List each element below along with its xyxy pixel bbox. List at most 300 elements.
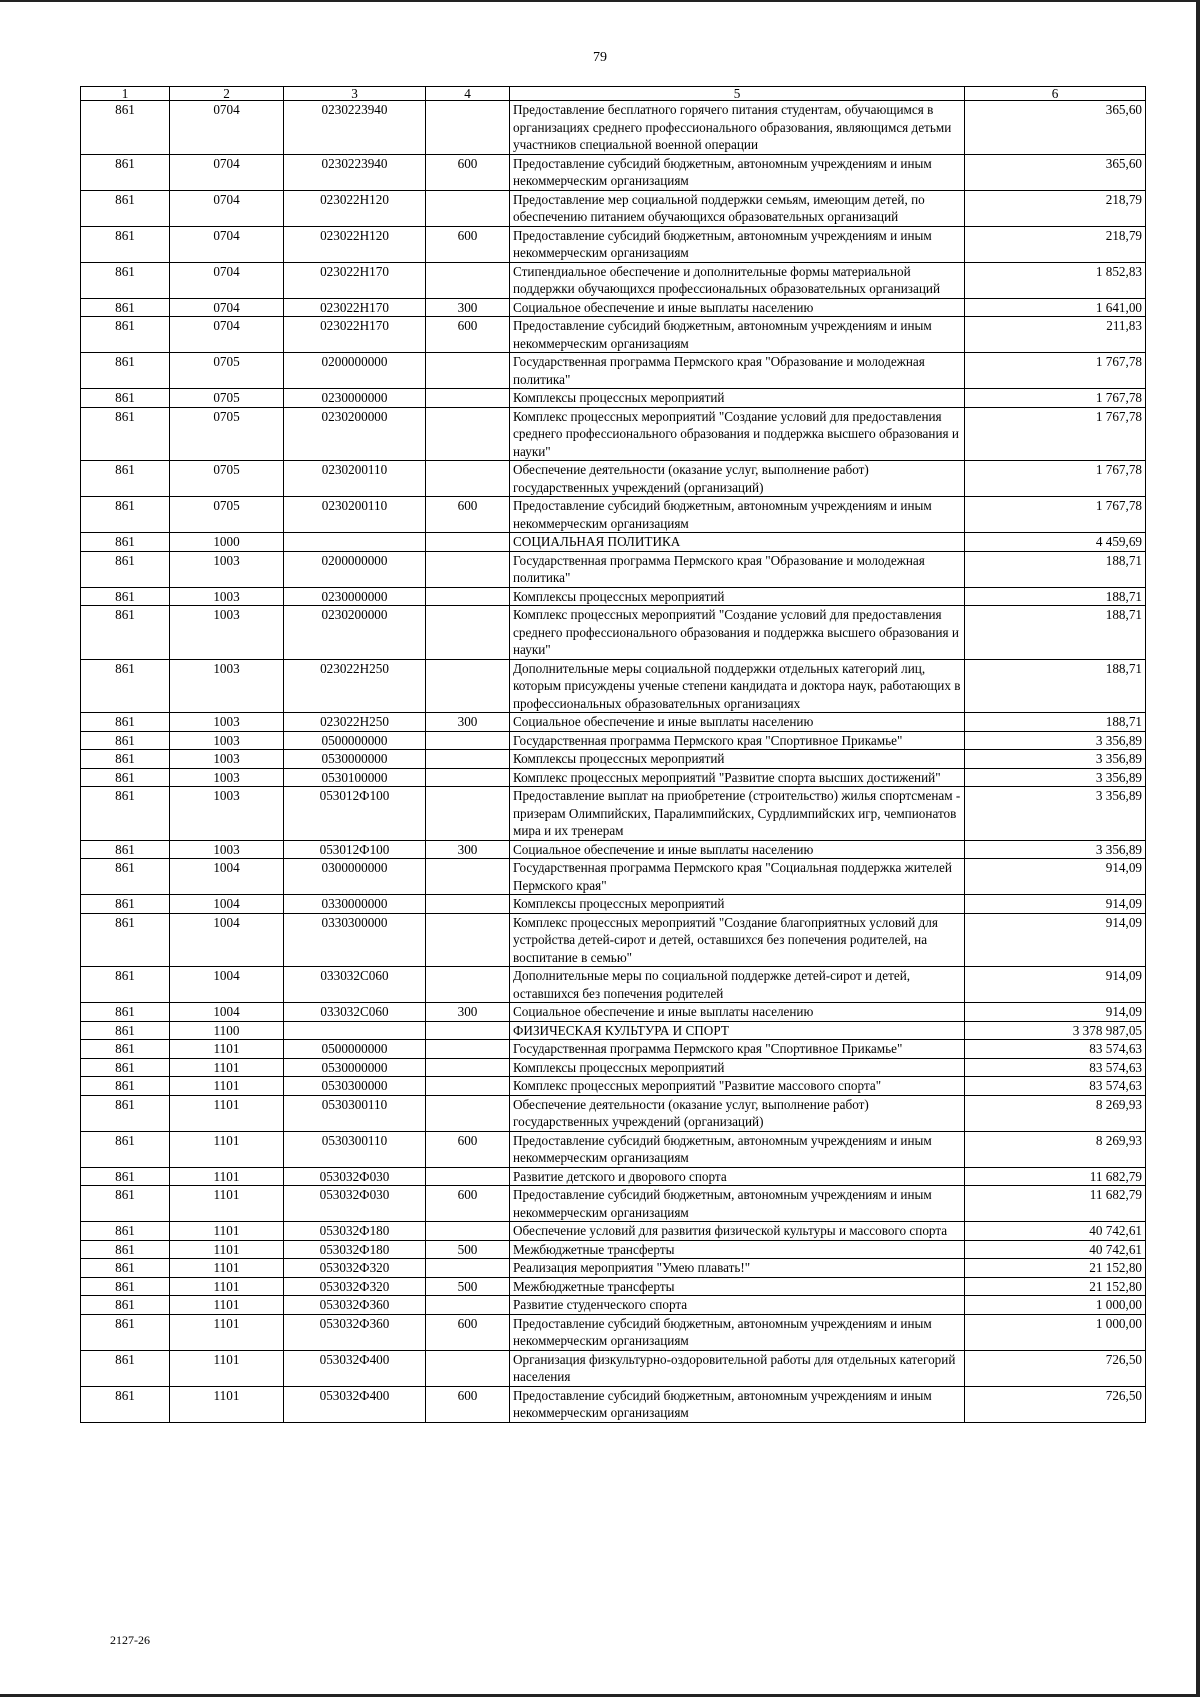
ministry-code-cell: 861 [81, 389, 170, 408]
amount-cell: 218,79 [965, 190, 1146, 226]
amount-cell: 1 000,00 [965, 1296, 1146, 1315]
section-code-cell: 0705 [170, 461, 284, 497]
ministry-code-cell: 861 [81, 859, 170, 895]
ministry-code-cell: 861 [81, 1040, 170, 1059]
table-row [81, 461, 1146, 497]
ministry-code-cell: 861 [81, 1095, 170, 1131]
description-cell: Государственная программа Пермского края "Образование и молодежная политика" [510, 551, 965, 587]
expense-type-cell: 600 [426, 1131, 510, 1167]
table-row [81, 787, 1146, 841]
amount-cell: 21 152,80 [965, 1277, 1146, 1296]
target-article-cell: 0200000000 [284, 353, 426, 389]
description-cell: Комплекс процессных мероприятий "Создание благоприятных условий для устройства детей-сирот и детей, оставшихся без попечения родителей, на воспитание в семью" [510, 913, 965, 967]
expense-type-cell: 500 [426, 1277, 510, 1296]
target-article-cell: 023022Н120 [284, 190, 426, 226]
target-article-cell: 053012Ф100 [284, 787, 426, 841]
amount-cell: 8 269,93 [965, 1095, 1146, 1131]
expense-type-cell [426, 750, 510, 769]
section-code-cell: 0705 [170, 389, 284, 408]
target-article-cell: 0230000000 [284, 587, 426, 606]
target-article-cell: 053032Ф030 [284, 1186, 426, 1222]
header-cell-5: 5 [510, 87, 965, 101]
table-row [81, 606, 1146, 660]
amount-cell: 1 767,78 [965, 461, 1146, 497]
target-article-cell: 0500000000 [284, 1040, 426, 1059]
section-code-cell: 1101 [170, 1222, 284, 1241]
section-code-cell: 1004 [170, 913, 284, 967]
expense-type-cell: 600 [426, 497, 510, 533]
description-cell: Комплексы процессных мероприятий [510, 587, 965, 606]
ministry-code-cell: 861 [81, 154, 170, 190]
table-row [81, 1021, 1146, 1040]
section-code-cell: 1101 [170, 1314, 284, 1350]
description-cell: Стипендиальное обеспечение и дополнительные формы материальной поддержки обучающихся профессиональных образовательных организаций [510, 262, 965, 298]
ministry-code-cell: 861 [81, 731, 170, 750]
section-code-cell: 0705 [170, 407, 284, 461]
expense-type-cell [426, 461, 510, 497]
description-cell: Обеспечение деятельности (оказание услуг, выполнение работ) государственных учреждений (организаций) [510, 461, 965, 497]
section-code-cell: 1101 [170, 1386, 284, 1422]
ministry-code-cell: 861 [81, 1186, 170, 1222]
description-cell: Предоставление субсидий бюджетным, автономным учреждениям и иным некоммерческим организациям [510, 1314, 965, 1350]
section-code-cell: 1100 [170, 1021, 284, 1040]
description-cell: Реализация мероприятия "Умею плавать!" [510, 1259, 965, 1278]
section-code-cell: 1004 [170, 859, 284, 895]
amount-cell: 365,60 [965, 101, 1146, 155]
ministry-code-cell: 861 [81, 1259, 170, 1278]
description-cell: Межбюджетные трансферты [510, 1240, 965, 1259]
ministry-code-cell: 861 [81, 1350, 170, 1386]
section-code-cell: 1003 [170, 659, 284, 713]
ministry-code-cell: 861 [81, 606, 170, 660]
expense-type-cell [426, 1058, 510, 1077]
ministry-code-cell: 861 [81, 913, 170, 967]
target-article-cell: 0500000000 [284, 731, 426, 750]
description-cell: ФИЗИЧЕСКАЯ КУЛЬТУРА И СПОРТ [510, 1021, 965, 1040]
ministry-code-cell: 861 [81, 750, 170, 769]
expense-type-cell [426, 1040, 510, 1059]
table-row [81, 154, 1146, 190]
amount-cell: 218,79 [965, 226, 1146, 262]
table-row [81, 859, 1146, 895]
target-article-cell: 0230223940 [284, 101, 426, 155]
target-article-cell: 0330000000 [284, 895, 426, 914]
target-article-cell: 053032Ф400 [284, 1350, 426, 1386]
section-code-cell: 1003 [170, 787, 284, 841]
budget-table-body [81, 87, 1146, 1423]
table-row [81, 1259, 1146, 1278]
ministry-code-cell: 861 [81, 461, 170, 497]
section-code-cell: 1101 [170, 1131, 284, 1167]
section-code-cell: 1003 [170, 731, 284, 750]
expense-type-cell [426, 101, 510, 155]
ministry-code-cell: 861 [81, 1240, 170, 1259]
description-cell: Комплексы процессных мероприятий [510, 1058, 965, 1077]
header-cell-1: 1 [81, 87, 170, 101]
table-row [81, 407, 1146, 461]
ministry-code-cell: 861 [81, 787, 170, 841]
target-article-cell: 0530300110 [284, 1131, 426, 1167]
amount-cell: 188,71 [965, 606, 1146, 660]
description-cell: Комплекс процессных мероприятий "Создание условий для предоставления среднего профессионального образования и поддержка высшего образования и науки" [510, 606, 965, 660]
expense-type-cell [426, 859, 510, 895]
target-article-cell: 023022Н170 [284, 298, 426, 317]
target-article-cell [284, 533, 426, 552]
section-code-cell: 1101 [170, 1077, 284, 1096]
amount-cell: 21 152,80 [965, 1259, 1146, 1278]
target-article-cell: 023022Н170 [284, 262, 426, 298]
target-article-cell: 053012Ф100 [284, 840, 426, 859]
expense-type-cell [426, 1021, 510, 1040]
document-code: 2127-26 [110, 1633, 150, 1647]
ministry-code-cell: 861 [81, 533, 170, 552]
expense-type-cell: 600 [426, 317, 510, 353]
target-article-cell: 0230223940 [284, 154, 426, 190]
scan-edge-top [0, 0, 1200, 2]
target-article-cell: 053032Ф030 [284, 1167, 426, 1186]
ministry-code-cell: 861 [81, 768, 170, 787]
section-code-cell: 1003 [170, 840, 284, 859]
scan-edge-right [1196, 0, 1200, 1697]
table-row [81, 389, 1146, 408]
ministry-code-cell: 861 [81, 1058, 170, 1077]
table-row [81, 1131, 1146, 1167]
target-article-cell: 053032Ф180 [284, 1240, 426, 1259]
target-article-cell: 033032С060 [284, 967, 426, 1003]
amount-cell: 914,09 [965, 895, 1146, 914]
description-cell: СОЦИАЛЬНАЯ ПОЛИТИКА [510, 533, 965, 552]
table-row [81, 190, 1146, 226]
target-article-cell: 053032Ф360 [284, 1296, 426, 1315]
section-code-cell: 1101 [170, 1186, 284, 1222]
amount-cell: 914,09 [965, 913, 1146, 967]
expense-type-cell [426, 1077, 510, 1096]
table-row [81, 1003, 1146, 1022]
description-cell: Государственная программа Пермского края "Социальная поддержка жителей Пермского края" [510, 859, 965, 895]
budget-table [80, 86, 1146, 1423]
table-row [81, 1167, 1146, 1186]
section-code-cell: 1101 [170, 1095, 284, 1131]
section-code-cell: 1101 [170, 1240, 284, 1259]
header-cell-3: 3 [284, 87, 426, 101]
ministry-code-cell: 861 [81, 1296, 170, 1315]
amount-cell: 726,50 [965, 1350, 1146, 1386]
section-code-cell: 1004 [170, 1003, 284, 1022]
section-code-cell: 0704 [170, 101, 284, 155]
table-row [81, 533, 1146, 552]
table-row [81, 262, 1146, 298]
expense-type-cell [426, 895, 510, 914]
target-article-cell: 023022Н250 [284, 713, 426, 732]
table-row [81, 298, 1146, 317]
expense-type-cell [426, 353, 510, 389]
table-row [81, 1077, 1146, 1096]
section-code-cell: 1101 [170, 1167, 284, 1186]
amount-cell: 188,71 [965, 551, 1146, 587]
ministry-code-cell: 861 [81, 1003, 170, 1022]
ministry-code-cell: 861 [81, 1131, 170, 1167]
section-code-cell: 1004 [170, 967, 284, 1003]
expense-type-cell [426, 1095, 510, 1131]
amount-cell: 8 269,93 [965, 1131, 1146, 1167]
description-cell: Социальное обеспечение и иные выплаты населению [510, 1003, 965, 1022]
ministry-code-cell: 861 [81, 587, 170, 606]
amount-cell: 1 767,78 [965, 407, 1146, 461]
description-cell: Государственная программа Пермского края "Спортивное Прикамье" [510, 1040, 965, 1059]
ministry-code-cell: 861 [81, 1077, 170, 1096]
ministry-code-cell: 861 [81, 298, 170, 317]
table-row [81, 1296, 1146, 1315]
amount-cell: 188,71 [965, 659, 1146, 713]
table-row [81, 895, 1146, 914]
target-article-cell: 0530300000 [284, 1077, 426, 1096]
target-article-cell: 0200000000 [284, 551, 426, 587]
section-code-cell: 0704 [170, 298, 284, 317]
section-code-cell: 0704 [170, 317, 284, 353]
section-code-cell: 1101 [170, 1350, 284, 1386]
table-row [81, 1386, 1146, 1422]
description-cell: Предоставление субсидий бюджетным, автономным учреждениям и иным некоммерческим организациям [510, 317, 965, 353]
expense-type-cell [426, 262, 510, 298]
table-row [81, 1277, 1146, 1296]
table-row [81, 1040, 1146, 1059]
table-row [81, 101, 1146, 155]
ministry-code-cell: 861 [81, 551, 170, 587]
section-code-cell: 1003 [170, 750, 284, 769]
amount-cell: 1 852,83 [965, 262, 1146, 298]
target-article-cell: 0300000000 [284, 859, 426, 895]
target-article-cell: 053032Ф320 [284, 1259, 426, 1278]
target-article-cell: 023022Н170 [284, 317, 426, 353]
table-header-row [81, 87, 1146, 101]
amount-cell: 3 356,89 [965, 750, 1146, 769]
ministry-code-cell: 861 [81, 317, 170, 353]
target-article-cell: 033032С060 [284, 1003, 426, 1022]
table-row [81, 750, 1146, 769]
amount-cell: 188,71 [965, 587, 1146, 606]
table-row [81, 659, 1146, 713]
amount-cell: 3 356,89 [965, 787, 1146, 841]
section-code-cell: 1003 [170, 587, 284, 606]
description-cell: Комплекс процессных мероприятий "Развитие спорта высших достижений" [510, 768, 965, 787]
amount-cell: 11 682,79 [965, 1186, 1146, 1222]
target-article-cell: 053032Ф360 [284, 1314, 426, 1350]
page-number: 79 [593, 50, 607, 65]
description-cell: Обеспечение условий для развития физической культуры и массового спорта [510, 1222, 965, 1241]
table-row [81, 731, 1146, 750]
target-article-cell: 0230200000 [284, 407, 426, 461]
expense-type-cell [426, 551, 510, 587]
section-code-cell: 1004 [170, 895, 284, 914]
amount-cell: 914,09 [965, 967, 1146, 1003]
description-cell: Предоставление мер социальной поддержки семьям, имеющим детей, по обеспечению питанием обучающихся образовательных организаций [510, 190, 965, 226]
section-code-cell: 1101 [170, 1277, 284, 1296]
amount-cell: 914,09 [965, 1003, 1146, 1022]
expense-type-cell [426, 389, 510, 408]
section-code-cell: 1003 [170, 768, 284, 787]
target-article-cell: 0330300000 [284, 913, 426, 967]
expense-type-cell [426, 1259, 510, 1278]
target-article-cell: 023022Н250 [284, 659, 426, 713]
ministry-code-cell: 861 [81, 967, 170, 1003]
target-article-cell: 0230200000 [284, 606, 426, 660]
description-cell: Предоставление выплат на приобретение (строительство) жилья спортсменам - призерам Олимпийских, Паралимпийских, Сурдлимпийских игр, чемпионатов мира и их тренерам [510, 787, 965, 841]
section-code-cell: 0705 [170, 353, 284, 389]
amount-cell: 3 356,89 [965, 840, 1146, 859]
amount-cell: 726,50 [965, 1386, 1146, 1422]
table-row [81, 226, 1146, 262]
amount-cell: 40 742,61 [965, 1222, 1146, 1241]
ministry-code-cell: 861 [81, 190, 170, 226]
target-article-cell: 023022Н120 [284, 226, 426, 262]
ministry-code-cell: 861 [81, 1021, 170, 1040]
ministry-code-cell: 861 [81, 353, 170, 389]
ministry-code-cell: 861 [81, 659, 170, 713]
target-article-cell: 053032Ф400 [284, 1386, 426, 1422]
amount-cell: 11 682,79 [965, 1167, 1146, 1186]
target-article-cell: 0530000000 [284, 1058, 426, 1077]
expense-type-cell [426, 606, 510, 660]
section-code-cell: 1003 [170, 713, 284, 732]
ministry-code-cell: 861 [81, 1167, 170, 1186]
target-article-cell: 0230200110 [284, 461, 426, 497]
table-row [81, 353, 1146, 389]
section-code-cell: 1101 [170, 1058, 284, 1077]
table-row [81, 587, 1146, 606]
amount-cell: 3 356,89 [965, 768, 1146, 787]
table-row [81, 840, 1146, 859]
section-code-cell: 0704 [170, 154, 284, 190]
table-row [81, 913, 1146, 967]
expense-type-cell [426, 407, 510, 461]
target-article-cell [284, 1021, 426, 1040]
expense-type-cell [426, 1350, 510, 1386]
ministry-code-cell: 861 [81, 1314, 170, 1350]
amount-cell: 83 574,63 [965, 1077, 1146, 1096]
target-article-cell: 0530300110 [284, 1095, 426, 1131]
section-code-cell: 1101 [170, 1259, 284, 1278]
expense-type-cell: 600 [426, 1186, 510, 1222]
amount-cell: 1 767,78 [965, 353, 1146, 389]
expense-type-cell: 300 [426, 1003, 510, 1022]
description-cell: Предоставление бесплатного горячего питания студентам, обучающимся в организациях среднего профессионального образования, являющимся детьми участников специальной военной операции [510, 101, 965, 155]
section-code-cell: 1101 [170, 1296, 284, 1315]
description-cell: Комплексы процессных мероприятий [510, 750, 965, 769]
expense-type-cell: 600 [426, 226, 510, 262]
ministry-code-cell: 861 [81, 1386, 170, 1422]
amount-cell: 83 574,63 [965, 1058, 1146, 1077]
table-row [81, 1095, 1146, 1131]
expense-type-cell [426, 190, 510, 226]
expense-type-cell: 300 [426, 840, 510, 859]
section-code-cell: 0705 [170, 497, 284, 533]
description-cell: Предоставление субсидий бюджетным, автономным учреждениям и иным некоммерческим организациям [510, 1386, 965, 1422]
expense-type-cell [426, 533, 510, 552]
target-article-cell: 0530100000 [284, 768, 426, 787]
description-cell: Развитие студенческого спорта [510, 1296, 965, 1315]
expense-type-cell: 600 [426, 1314, 510, 1350]
table-row [81, 768, 1146, 787]
description-cell: Межбюджетные трансферты [510, 1277, 965, 1296]
section-code-cell: 1101 [170, 1040, 284, 1059]
description-cell: Социальное обеспечение и иные выплаты населению [510, 298, 965, 317]
expense-type-cell [426, 967, 510, 1003]
target-article-cell: 053032Ф180 [284, 1222, 426, 1241]
amount-cell: 3 356,89 [965, 731, 1146, 750]
section-code-cell: 0704 [170, 262, 284, 298]
table-row [81, 967, 1146, 1003]
expense-type-cell [426, 1167, 510, 1186]
expense-type-cell: 300 [426, 298, 510, 317]
description-cell: Социальное обеспечение и иные выплаты населению [510, 713, 965, 732]
expense-type-cell [426, 768, 510, 787]
description-cell: Обеспечение деятельности (оказание услуг, выполнение работ) государственных учреждений (организаций) [510, 1095, 965, 1131]
description-cell: Предоставление субсидий бюджетным, автономным учреждениям и иным некоммерческим организациям [510, 226, 965, 262]
table-row [81, 317, 1146, 353]
description-cell: Предоставление субсидий бюджетным, автономным учреждениям и иным некоммерческим организациям [510, 154, 965, 190]
description-cell: Государственная программа Пермского края "Образование и молодежная политика" [510, 353, 965, 389]
ministry-code-cell: 861 [81, 1222, 170, 1241]
description-cell: Комплекс процессных мероприятий "Создание условий для предоставления среднего профессионального образования и поддержка высшего образования и науки" [510, 407, 965, 461]
expense-type-cell: 600 [426, 1386, 510, 1422]
amount-cell: 40 742,61 [965, 1240, 1146, 1259]
target-article-cell: 0530000000 [284, 750, 426, 769]
ministry-code-cell: 861 [81, 262, 170, 298]
amount-cell: 365,60 [965, 154, 1146, 190]
table-row [81, 497, 1146, 533]
ministry-code-cell: 861 [81, 226, 170, 262]
table-row [81, 1240, 1146, 1259]
description-cell: Дополнительные меры по социальной поддержке детей-сирот и детей, оставшихся без попечения родителей [510, 967, 965, 1003]
table-row [81, 1314, 1146, 1350]
expense-type-cell: 600 [426, 154, 510, 190]
amount-cell: 211,83 [965, 317, 1146, 353]
section-code-cell: 0704 [170, 190, 284, 226]
section-code-cell: 1000 [170, 533, 284, 552]
description-cell: Государственная программа Пермского края "Спортивное Прикамье" [510, 731, 965, 750]
table-row [81, 1350, 1146, 1386]
amount-cell: 1 641,00 [965, 298, 1146, 317]
table-row [81, 1186, 1146, 1222]
amount-cell: 1 767,78 [965, 497, 1146, 533]
ministry-code-cell: 861 [81, 895, 170, 914]
expense-type-cell: 300 [426, 713, 510, 732]
ministry-code-cell: 861 [81, 101, 170, 155]
section-code-cell: 0704 [170, 226, 284, 262]
description-cell: Организация физкультурно-оздоровительной работы для отдельных категорий населения [510, 1350, 965, 1386]
target-article-cell: 0230000000 [284, 389, 426, 408]
expense-type-cell [426, 659, 510, 713]
description-cell: Развитие детского и дворового спорта [510, 1167, 965, 1186]
description-cell: Комплекс процессных мероприятий "Развитие массового спорта" [510, 1077, 965, 1096]
description-cell: Дополнительные меры социальной поддержки отдельных категорий лиц, которым присуждены ученые степени кандидата и доктора наук, работающих в профессиональных образовательных организациях [510, 659, 965, 713]
ministry-code-cell: 861 [81, 713, 170, 732]
description-cell: Предоставление субсидий бюджетным, автономным учреждениям и иным некоммерческим организациям [510, 1186, 965, 1222]
target-article-cell: 053032Ф320 [284, 1277, 426, 1296]
expense-type-cell: 500 [426, 1240, 510, 1259]
header-cell-6: 6 [965, 87, 1146, 101]
expense-type-cell [426, 1222, 510, 1241]
table-row [81, 551, 1146, 587]
description-cell: Предоставление субсидий бюджетным, автономным учреждениям и иным некоммерческим организациям [510, 1131, 965, 1167]
description-cell: Социальное обеспечение и иные выплаты населению [510, 840, 965, 859]
amount-cell: 83 574,63 [965, 1040, 1146, 1059]
table-row [81, 1222, 1146, 1241]
header-cell-2: 2 [170, 87, 284, 101]
amount-cell: 3 378 987,05 [965, 1021, 1146, 1040]
table-row [81, 713, 1146, 732]
expense-type-cell [426, 787, 510, 841]
